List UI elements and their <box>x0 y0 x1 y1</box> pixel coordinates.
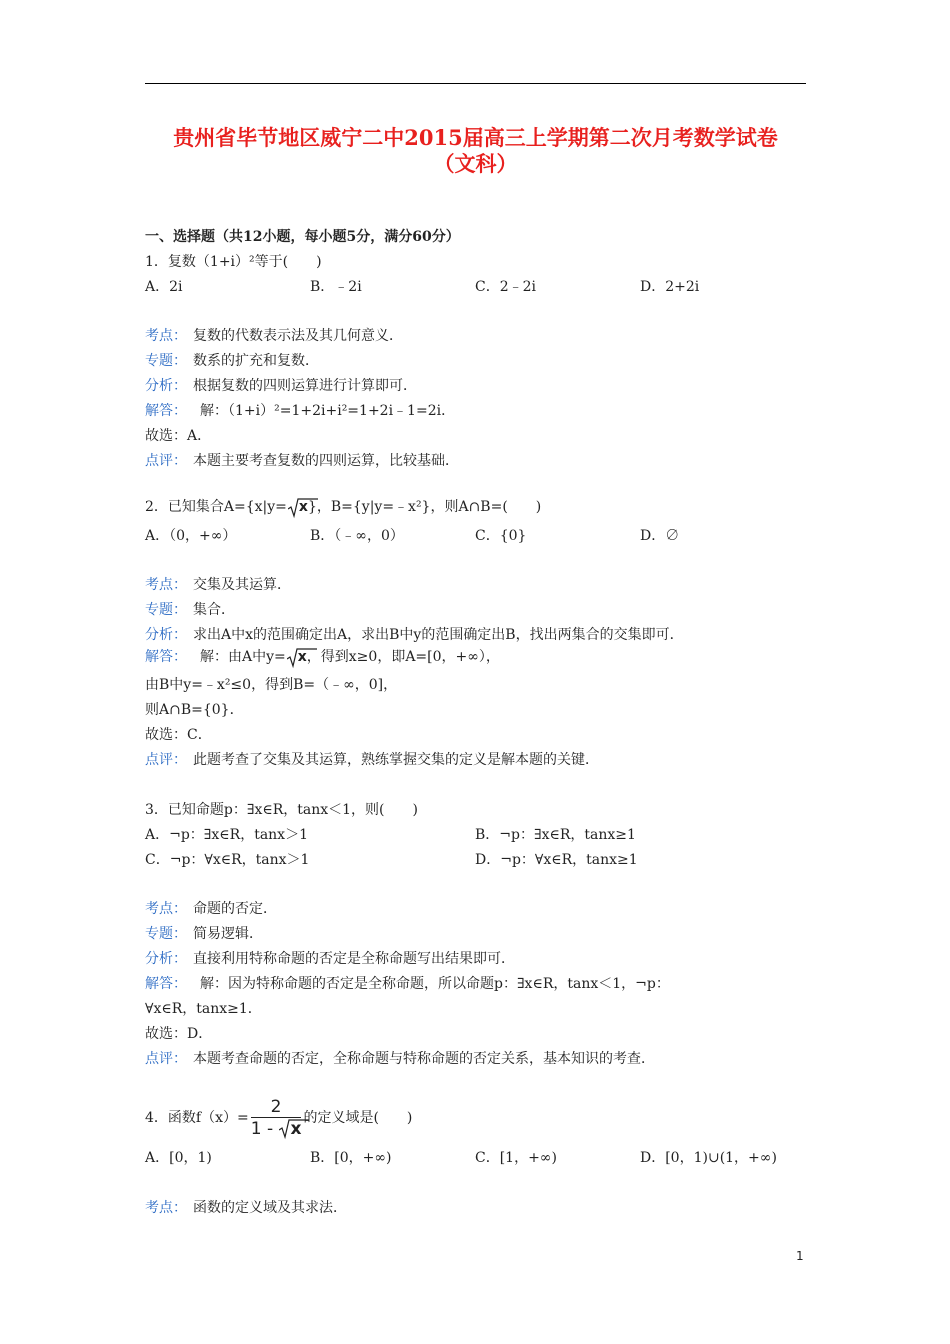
q1-kaodian-text: 复数的代数表示法及其几何意义． <box>193 328 403 344</box>
q2-zhuanti-text: 集合． <box>193 602 235 618</box>
label-fenxi: 分析： <box>145 378 187 394</box>
q1-option-b: B．﹣2i <box>310 279 362 295</box>
q2-zhuanti <box>145 600 235 620</box>
sqrt-radical <box>279 1118 301 1140</box>
q1-dianping-text: 本题主要考查复数的四则运算，比较基础． <box>193 453 459 469</box>
q2-jieda-radicand: x <box>297 649 307 665</box>
sqrt-radical <box>288 497 308 517</box>
q1-zhuanti <box>145 351 319 371</box>
label-jieda: 解答： <box>145 403 180 419</box>
q4-stem <box>145 1096 412 1140</box>
q1-option-c: C．2﹣2i <box>475 279 537 295</box>
q1-kaodian <box>145 326 403 346</box>
q2-jieda <box>145 647 500 667</box>
q1-stem: 1．复数（1+i）²等于( ) <box>145 254 322 270</box>
q3-stem: 3．已知命题p：∃x∈R，tanx＜1，则( ) <box>145 802 418 818</box>
q3-jieda-line2: ∀x∈R，tanx≥1． <box>145 1001 262 1017</box>
header-rule <box>145 83 806 84</box>
q4-kaodian <box>145 1198 347 1218</box>
q3-jieda-text: 解：因为特称命题的否定是全称命题，所以命题p：∃x∈R，tanx＜1，¬p： <box>186 976 670 992</box>
q3-option-d: D．¬p：∀x∈R，tanx≥1 <box>475 852 638 868</box>
q4-fraction-denominator <box>251 1118 302 1140</box>
q2-option-d: D．∅ <box>640 528 680 544</box>
label-dianping: 点评： <box>145 752 187 768</box>
q3-fenxi-text: 直接利用特称命题的否定是全称命题写出结果即可． <box>193 951 515 967</box>
q4-fraction <box>251 1097 302 1140</box>
q3-option-b: B．¬p：∃x∈R，tanx≥1 <box>475 827 636 843</box>
q2-fenxi-text: 求出A中x的范围确定出A，求出B中y的范围确定出B，找出两集合的交集即可． <box>193 627 684 643</box>
q1-zhuanti-text: 数系的扩充和复数． <box>193 353 319 369</box>
label-fenxi: 分析： <box>145 951 187 967</box>
q2-dianping-text: 此题考查了交集及其运算，熟练掌握交集的定义是解本题的关键． <box>193 752 599 768</box>
q4-denominator-text: 1 - <box>250 1118 279 1139</box>
q1-fenxi-text: 根据复数的四则运算进行计算即可． <box>193 378 417 394</box>
q4-option-a: A．[0，1) <box>145 1150 212 1166</box>
q3-dianping-text: 本题考查命题的否定，全称命题与特称命题的否定关系，基本知识的考查． <box>193 1051 655 1067</box>
q1-jieda-text: 解：（1+i）²=1+2i+i²=1+2i﹣1=2i． <box>186 403 456 419</box>
q2-answer: 故选：C． <box>145 727 212 743</box>
label-fenxi: 分析： <box>145 627 187 643</box>
section-heading: 一、选择题（共12小题，每小题5分，满分60分） <box>145 229 460 245</box>
q3-zhuanti <box>145 924 263 944</box>
q3-option-a: A．¬p：∃x∈R，tanx＞1 <box>145 827 308 843</box>
q3-option-c: C．¬p：∀x∈R，tanx＞1 <box>145 852 310 868</box>
q3-fenxi <box>145 949 515 969</box>
label-dianping: 点评： <box>145 453 187 469</box>
q2-jieda-part-b: ，得到x≥0，即A=[0，+∞）， <box>306 649 500 665</box>
q2-kaodian <box>145 575 291 595</box>
q3-dianping <box>145 1049 655 1069</box>
q2-kaodian-text: 交集及其运算． <box>193 577 291 593</box>
q1-fenxi <box>145 376 417 396</box>
q1-jieda <box>145 401 455 421</box>
q3-kaodian-text: 命题的否定． <box>193 901 277 917</box>
label-dianping: 点评： <box>145 1051 187 1067</box>
q2-jieda-line3: 则A∩B={0}． <box>145 702 244 718</box>
q2-option-a: A．（0，+∞） <box>145 528 237 544</box>
label-zhuanti: 专题： <box>145 926 187 942</box>
label-kaodian: 考点： <box>145 1200 187 1216</box>
label-zhuanti: 专题： <box>145 602 187 618</box>
document-subtitle: （文科） <box>433 151 518 176</box>
document-title: 贵州省毕节地区威宁二中2015届高三上学期第二次月考数学试卷 <box>173 125 778 150</box>
q4-option-d: D．[0，1)∪(1，+∞) <box>640 1150 777 1166</box>
q4-option-c: C．[1，+∞) <box>475 1150 557 1166</box>
q2-stem <box>145 497 541 517</box>
q3-jieda <box>145 974 670 994</box>
q3-zhuanti-text: 简易逻辑． <box>193 926 263 942</box>
q4-kaodian-text: 函数的定义域及其求法． <box>193 1200 347 1216</box>
label-kaodian: 考点： <box>145 901 187 917</box>
q2-option-b: B．（﹣∞，0） <box>310 528 404 544</box>
q1-answer: 故选：A． <box>145 428 212 444</box>
page-number: 1 <box>796 1249 804 1263</box>
label-kaodian: 考点： <box>145 328 187 344</box>
q1-dianping <box>145 451 459 471</box>
sqrt-radical <box>287 647 307 667</box>
q4-stem-part-b: 的定义域是( ) <box>303 1110 413 1126</box>
q2-radicand: x <box>298 499 308 515</box>
label-jieda: 解答： <box>145 976 180 992</box>
q4-stem-part-a: 4．函数f（x）= <box>145 1110 249 1126</box>
q2-fenxi <box>145 625 684 645</box>
q2-stem-part-a: 2．已知集合A={x|y= <box>145 499 287 515</box>
q1-option-d: D．2+2i <box>640 279 700 295</box>
q1-option-a: A．2i <box>145 279 183 295</box>
q2-jieda-line2: 由B中y=﹣x²≤0，得到B=（﹣∞，0]， <box>145 677 398 693</box>
q2-dianping <box>145 750 599 770</box>
q3-answer: 故选：D． <box>145 1026 213 1042</box>
q2-jieda-part-a: 解：由A中y= <box>186 649 286 665</box>
label-zhuanti: 专题： <box>145 353 187 369</box>
q2-stem-part-b: }，B={y|y=﹣x²}，则A∩B=( ) <box>307 499 542 515</box>
q4-fraction-numerator: 2 <box>251 1097 302 1118</box>
q4-option-b: B．[0，+∞) <box>310 1150 392 1166</box>
q3-kaodian <box>145 899 277 919</box>
q2-option-c: C．{0} <box>475 528 527 544</box>
q4-radicand: x <box>290 1118 302 1139</box>
label-jieda: 解答： <box>145 649 180 665</box>
label-kaodian: 考点： <box>145 577 187 593</box>
